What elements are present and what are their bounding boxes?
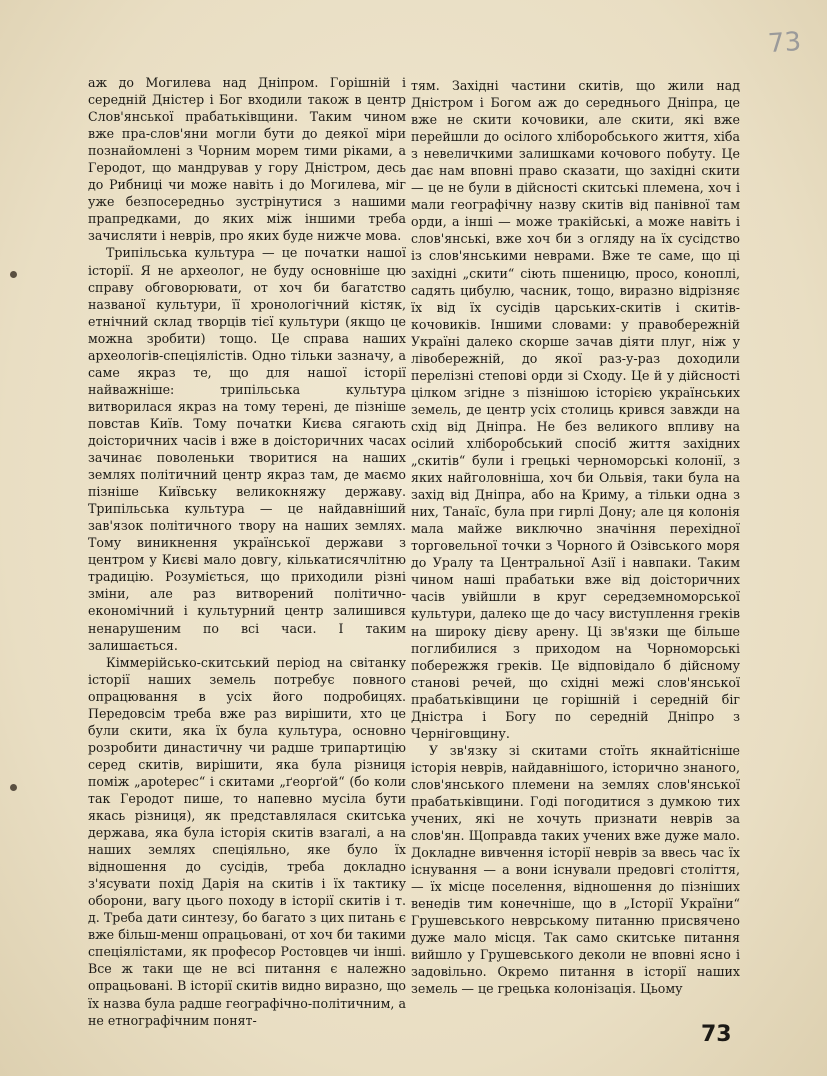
left-text-column [88, 74, 406, 1029]
paragraph: Трипільська культура — це початки нашої історії. Я не археолог, не буду основніше цю справу обговорювати, от хоч би багатство названої культури, її хронологічний кістяк, етнічний склад творців тієї культури (якщо це можна зробити) тощо. Це справа наших археологів-спеціялістів. Одно тільки зазначу, а саме якраз те, що для нашої історії найважніше: трипільська культура витворилася якраз на тому терені, де пізніше повстав Київ. Тому початки Києва сягають доісторичних часів і вже в доісторичних часах зачинає поволеньки творитися на наших землях політичний центр якраз там, де маємо пізніше Київську великокняжу державу. Трипільська культура — це найдавніший зав'язок політичного твору на наших землях. Тому виникнення української держави з центром у Києві мало довгу, кількатисячлітню традицію. Розуміється, що приходили різні зміни, але раз витворений політично-економічний і культурний центр залишився ненарушеним по всі часи. І таким залишається. [88, 245, 406, 653]
paragraph: аж до Могилева над Дніпром. Горішній і середній Дністер і Бог входили також в центр Слов'янської прабатьківщини. Таким чином вже пра-слов'яни могли бути до деякої міри познайомлені з Чорним морем тими ріками, а Геродот, що мандрував у гору Дністром, десь до Рибниці чи може навіть і до Могилева, міг уже безпосередньо зустрінутися з нашими прапредками, до яких між іншими треба зачисляти і неврів, про яких буде нижче мова. [88, 75, 406, 244]
page-number: 73 [701, 1022, 732, 1047]
paragraph: У зв'язку зі скитами стоїть якнайтісніше історія неврів, найдавнішого, історично знаного, слов'янського племени на землях слов'янської прабатьківщини. Годі погодитися з думкою тих учених, які не хочуть признати неврів за слов'ян. Щоправда таких учених вже дуже мало. Докладне вивчення історії неврів за ввесь час їх існування — а вони існували предовгі століття, — їх місце поселення, відношення до пізніших венедів тим конечніше, що в „Історії України“ Грушевського неврському питанню присвячено дуже мало місця. Так само скитське питання вийшло у Грушевського деколи не вповні ясно і задовільно. Окремо питання в історії наших земель — це грецька колонізація. Цьому [411, 742, 740, 997]
binding-hole-top [10, 271, 17, 278]
paragraph: Кіммерійсько-скитський період на світанку історії наших земель потребує повного опрацювання в усіх його подробицях. Передовсім треба вже раз вирішити, хто це були скити, яка їх була культура, основно розробити династичну чи радше трипартицію серед скитів, вирішити, яка була різниця поміж „ароtерес“ і скитами „ґеорґой“ (бо коли так Геродот пише, то напевно мусіла бути якась різниця), як представлялася скитська держава, яка була історія скитів взагалі, а на наших землях спеціяльно, яке було їх відношення до сусідів, треба докладно з'ясувати похід Дарія на скитів і їх тактику оборони, вагу цього походу в історії скитів і т. д. Треба дати синтезу, бо багато з цих питань є вже більш-менш опрацьовані, от хоч би такими спеціялістами, як професор Ростовцев чи інші. Все ж таки ще не всі питання є належно опрацьовані. В історії скитів видно виразно, що їх назва була радше географічно-політичним, а не етнографічним понят- [88, 654, 406, 1028]
right-text-column [411, 77, 740, 998]
paragraph: тям. Західні частини скитів, що жили над Дністром і Богом аж до середнього Дніпра, це вже не скити кочовики, але скити, які вже перейшли до осілого хліборобського життя, хіба з невеличкими залишками кочового побуту. Це дає нам вповні право сказати, що західні скити — це не були в дійсності скитські племена, хоч і мали географічну назву скитів від панівної там орди, а інші — може тракійські, а може навіть і слов'янські, вже хоч би з огляду на їх сусідство із слов'янськими неврами. Вже те саме, що ці західні „скити“ сіють пшеницю, просо, коноплі, садять цибулю, часник, тощо, виразно відрізняє їх від їх сусідів царських-скитів і скитів-кочовиків. Іншими словами: у правобережній Україні далеко скорше зачав діяти плуг, ніж у лівобережній, до якої раз-у-раз доходили перелізні степові орди зі Сходу. Це й у дійсності цілком згідне з пізнішою історією українських земель, де центр усіх столиць крився завжди на схід від Дніпра. Не без великого впливу на осілий хліборобський спосіб життя західних „скитів“ були і грецькі черноморські колонії, з яких найголовніша, хоч би Ольвія, таки була на захід від Дніпра, або на Криму, а тільки одна з них, Танаїс, була при гирлі Дону; але ця колонія мала майже виключно значіння перехідної торговельної точки з Чорного й Озівського моря до Уралу та Центральної Азії і навпаки. Таким чином наші прабатьки вже від доісторичних часів увійшли в круг середземноморської культури, далеко ще до часу виступлення греків на широку дієву арену. Ці зв'язки ще більше поглибилися з приходом на Чорноморські побережжя греків. Це відповідало б дійсному станові речей, що східні межі слов'янської прабатьківщини це горішній і середній біг Дністра і Богу по середній Дніпро з Черніговщину. [411, 78, 740, 741]
binding-hole-bottom [10, 784, 17, 791]
pencil-page-number: 73 [766, 26, 803, 60]
